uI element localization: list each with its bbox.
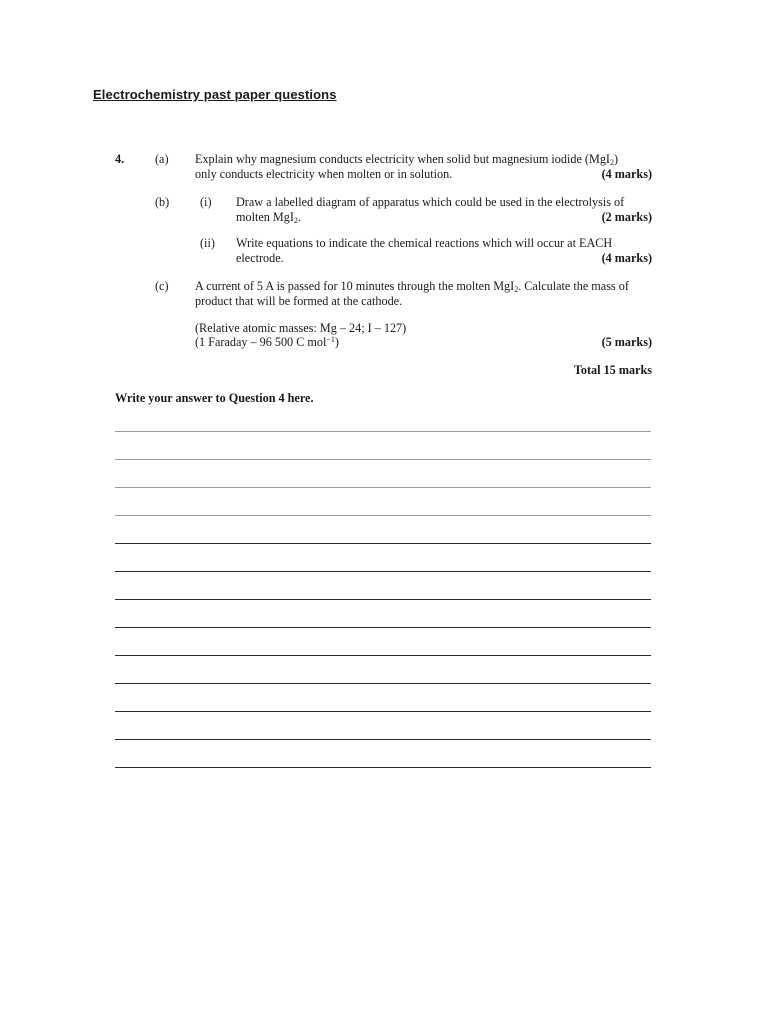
answer-line[interactable] (115, 683, 651, 684)
part-a-label: (a) (155, 152, 169, 166)
answer-line[interactable] (115, 571, 651, 572)
answer-line[interactable] (115, 543, 651, 544)
part-c-text-line-1: A current of 5 A is passed for 10 minutes through the molten MgI$_2$. Calculate the mass of (195, 279, 629, 294)
part-c-label: (c) (155, 279, 169, 293)
part-c-data-line-1: (Relative atomic masses: Mg – 24; I – 127) (195, 321, 407, 335)
part-a-marks: (4 marks) (601, 167, 652, 181)
part-b-ii-marks: (4 marks) (601, 251, 652, 265)
answer-line[interactable] (115, 711, 651, 712)
part-b-i-text-line-2: molten MgI$_2$. (236, 210, 301, 225)
part-b-ii-text-line-1: Write equations to indicate the chemical reactions which will occur at EACH (236, 236, 613, 250)
question-number: 4. (115, 152, 125, 166)
part-a-text-line-1: Explain why magnesium conducts electricity when solid but magnesium iodide (MgI$_2$) (195, 152, 619, 167)
answer-lines (115, 431, 651, 795)
answer-line[interactable] (115, 515, 651, 516)
answer-line[interactable] (115, 655, 651, 656)
part-b-label: (b) (155, 195, 170, 209)
part-a-text-line-2: only conducts electricity when molten or in solution. (195, 167, 453, 181)
answer-line[interactable] (115, 739, 651, 740)
answer-line[interactable] (115, 599, 651, 600)
part-b-i-text-line-1: Draw a labelled diagram of apparatus which could be used in the electrolysis of (236, 195, 625, 209)
part-c-data-line-2: (1 Faraday – 96 500 C mol$^{-1}$) (195, 335, 339, 349)
answer-line[interactable] (115, 767, 651, 768)
part-b-i-label: (i) (200, 195, 212, 209)
answer-line[interactable] (115, 431, 651, 432)
answer-line[interactable] (115, 459, 651, 460)
part-c-marks: (5 marks) (601, 335, 652, 349)
part-b-ii-text-line-2: electrode. (236, 251, 284, 265)
answer-prompt: Write your answer to Question 4 here. (115, 391, 314, 405)
answer-line[interactable] (115, 627, 651, 628)
answer-line[interactable] (115, 487, 651, 488)
document-title: Electrochemistry past paper questions (93, 87, 337, 102)
part-b-i-marks: (2 marks) (601, 210, 652, 224)
total-marks: Total 15 marks (573, 363, 652, 377)
part-c-text-line-2: product that will be formed at the cathode. (195, 294, 403, 308)
part-b-ii-label: (ii) (200, 236, 215, 250)
